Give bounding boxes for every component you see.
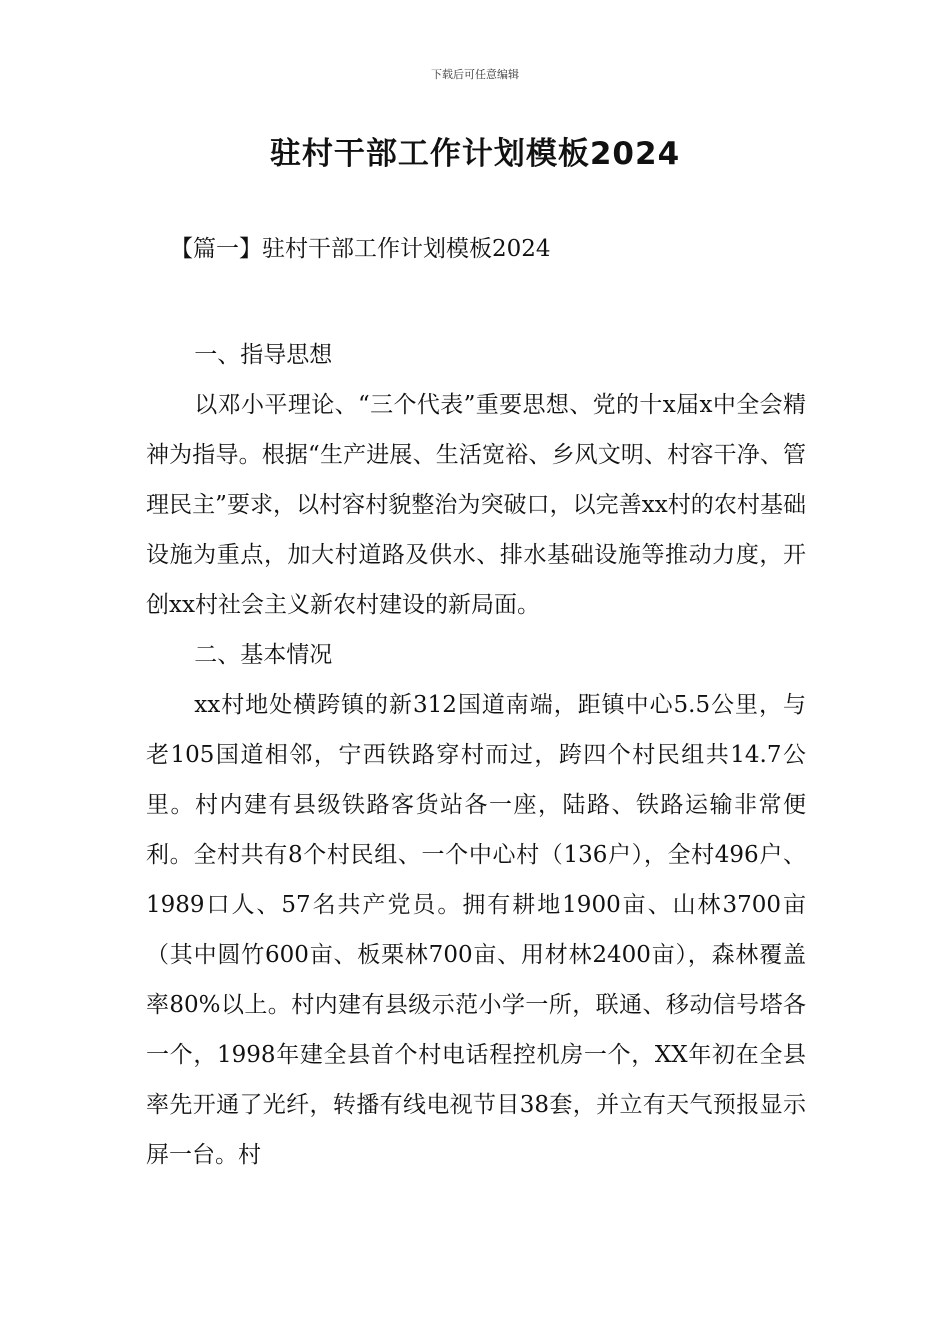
header-note: 下载后可任意编辑 (431, 68, 519, 81)
section-heading-guiding-thought: 一、指导思想 (194, 342, 333, 368)
paragraph-guiding-thought: 以邓小平理论、“三个代表”重要思想、党的十x届x中全会精神为指导。根据“生产进展、生活宽裕、乡风文明、村容干净、管理民主”要求，以村容村貌整治为突破口，以完善xx村的农村基础设施为重点，加大村道路及供水、排水基础设施等推动力度，开创xx村社会主义新农村建设的新局面。 (146, 392, 806, 618)
paragraph-basic-situation: xx村地处横跨镇的新312国道南端，距镇中心5.5公里，与老105国道相邻，宁西铁路穿村而过，跨四个村民组共14.7公里。村内建有县级铁路客货站各一座，陆路、铁路运输非常便利。全村共有8个村民组、一个中心村（136户），全村496户、1989口人、57名共产党员。拥有耕地1900亩、山林3700亩（其中圆竹600亩、板栗林700亩、用材林2400亩），森林覆盖率80%以上。村内建有县级示范小学一所，联通、移动信号塔各一个，1998年建全县首个村电话程控机房一个，XX年初在全县率先开通了光纤，转播有线电视节目38套，并立有天气预报显示屏一台。村 (146, 692, 806, 1168)
part-heading: 【篇一】驻村干部工作计划模板2024 (170, 236, 551, 262)
section-heading-basic-situation: 二、基本情况 (194, 642, 333, 668)
document-body (146, 330, 806, 1180)
page-title: 驻村干部工作计划模板2024 (269, 136, 681, 172)
